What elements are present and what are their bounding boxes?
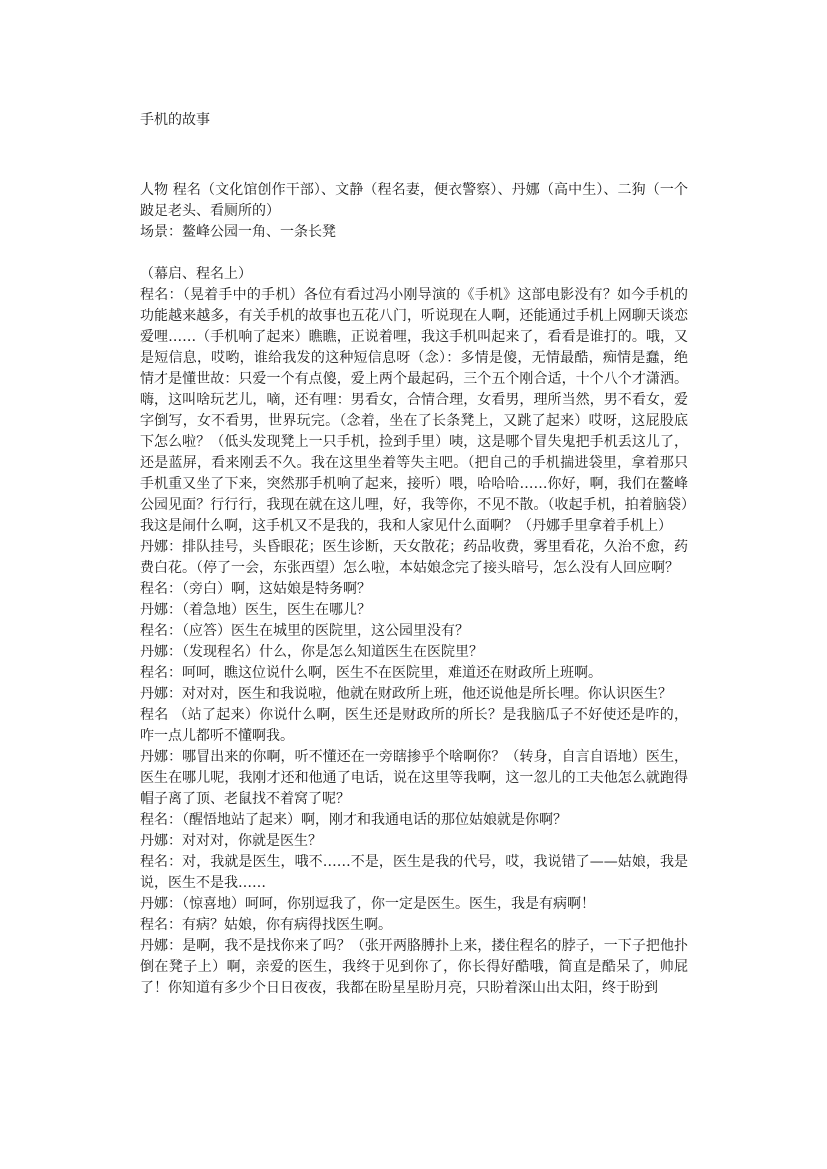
dialogue-line: 丹娜：（着急地）医生，医生在哪儿？ [140, 602, 371, 618]
dialogue-line: 程名：（应答）医生在城里的医院里，这公园里没有？ [140, 623, 469, 639]
dialogue-line: 丹娜：对对对，医生和我说啦，他就在财政所上班，他还说他是所长哩。你认识医生？ [140, 686, 672, 702]
dialogue-line: 丹娜：（惊喜地）呵呵，你别逗我了，你一定是医生。医生，我是有病啊！ [140, 896, 595, 912]
dialogue-line: 程名：呵呵，瞧这位说什么啊，医生不在医院里，难道还在财政所上班啊。 [140, 665, 602, 681]
characters-line: 人物 程名（文化馆创作干部）、文静（程名妻，便衣警察）、丹娜（高中生）、二狗（一个跛足老头、看厕所的） [140, 182, 688, 219]
scene-line: 场景：鳌峰公园一角、一条长凳 [140, 224, 336, 240]
dialogue-line: 丹娜：对对对，你就是医生？ [140, 833, 322, 849]
dialogue-line: 程名：（晃着手中的手机）各位有看过冯小刚导演的《手机》这部电影没有？如今手机的功能越来越多，有关手机的故事也五花八门，听说现在人啊，还能通过手机上网聊天谈恋爱哩……（手机响了起来）瞧瞧，正说着哩，我这手机叫起来了，看看是谁打的。哦，又是短信息，哎哟，谁给我发的这种短信息呀（念）：多情是傻，无情最酷，痴情是蠢，绝情才是懂世故：只爱一个有点傻，爱上两个最起码，三个五个刚合适，十个八个才潇洒。嗨，这叫啥玩艺儿，嘀，还有哩：男看女，合情合理，女看男，理所当然，男不看女，爱字倒写，女不看男，世界玩完。（念着，坐在了长条凳上，又跳了起来）哎呀，这屁股底下怎么啦？（低头发现凳上一只手机，捡到手里）咦，这是哪个冒失鬼把手机丢这儿了，还是蓝屏，看来刚丢不久。我在这里坐着等失主吧。（把自己的手机揣进袋里，拿着那只手机重又坐了下来，突然那手机响了起来，接听）喂，哈哈哈……你好，啊，我们在鳌峰公园见面？行行行，我现在就在这儿哩，好，我等你，不见不散。（收起手机，拍着脑袋）我这是闹什么啊，这手机又不是我的，我和人家见什么面啊？（丹娜手里拿着手机上） [140, 287, 688, 534]
stage-direction: （幕启、程名上） [140, 266, 252, 282]
dialogue-line: 丹娜：排队挂号，头昏眼花；医生诊断，天女散花；药品收费，雾里看花，久治不愈，药费白花。（停了一会，东张西望）怎么啦，本姑娘念完了接头暗号，怎么没有人回应啊？ [140, 539, 688, 576]
dialogue-line: 程名：对，我就是医生，哦不……不是，医生是我的代号，哎，我说错了——姑娘，我是说，医生不是我…… [140, 854, 688, 891]
paragraph-gap [140, 243, 688, 264]
dialogue-line: 丹娜：是啊，我不是找你来了吗？（张开两胳膊扑上来，搂住程名的脖子，一下子把他扑倒在凳子上）啊，亲爱的医生，我终于见到你了，你长得好酷哦，简直是酷呆了，帅屁了！你知道有多少个日日夜夜，我都在盼星星盼月亮，只盼着深山出太阳，终于盼到 [140, 938, 688, 996]
dialogue-line: 丹娜：（发现程名）什么，你是怎么知道医生在医院里？ [140, 644, 483, 660]
dialogue-line: 程名：有病？姑娘，你有病得找医生啊。 [140, 917, 392, 933]
dialogue-line: 程名 （站了起来）你说什么啊，医生还是财政所的所长？是我脑瓜子不好使还是咋的，咋一点儿都听不懂啊我。 [140, 707, 688, 744]
document-title: 手机的故事 [140, 112, 210, 128]
dialogue-line: 丹娜：哪冒出来的你啊，听不懂还在一旁瞎掺乎个啥啊你？（转身，自言自语地）医生，医生在哪儿呢，我刚才还和他通了电话，说在这里等我啊，这一忽儿的工夫他怎么就跑得帽子离了顶、老鼠找不着窝了呢？ [140, 749, 688, 807]
dialogue-line: 程名：（醒悟地站了起来）啊，刚才和我通电话的那位姑娘就是你啊？ [140, 812, 567, 828]
dialogue-line: 程名：（旁白）啊，这姑娘是特务啊？ [140, 581, 371, 597]
document-body [140, 180, 688, 999]
